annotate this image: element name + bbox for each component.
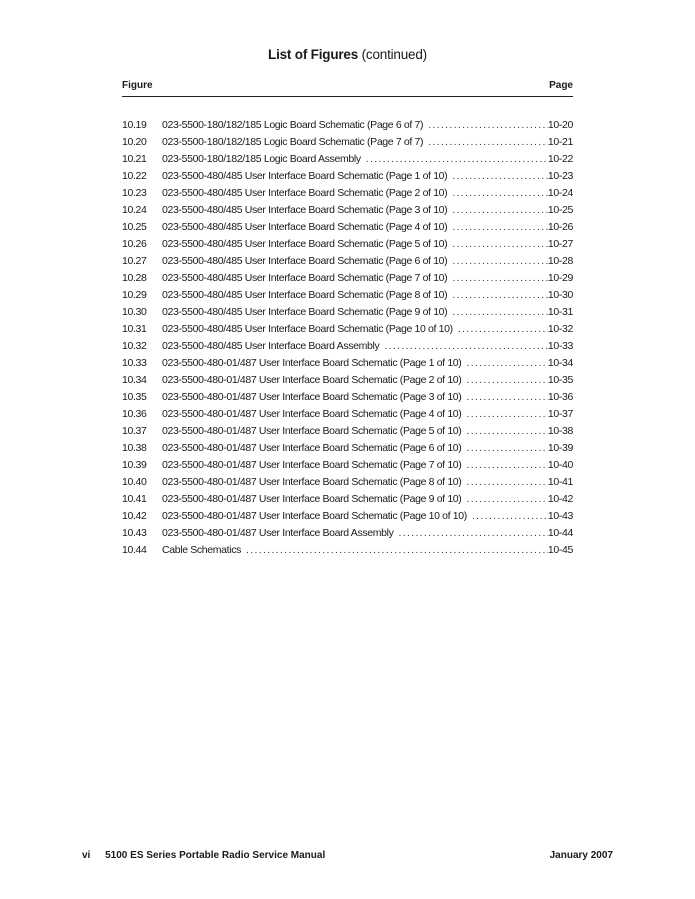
figure-title: 023-5500-480-01/487 User Interface Board Schematic (Page 1 of 10) [162, 357, 462, 369]
figure-title: 023-5500-480-01/487 User Interface Board Schematic (Page 10 of 10) [162, 510, 467, 522]
dot-leader [461, 374, 547, 386]
figure-page: 10-31 [547, 306, 573, 318]
title-main: List of Figures [268, 47, 359, 62]
figure-number: 10.39 [122, 459, 147, 471]
figure-title: 023-5500-180/182/185 Logic Board Schematic (Page 7 of 7) [162, 136, 424, 148]
list-item[interactable] [122, 340, 573, 357]
figure-title: 023-5500-480/485 User Interface Board Assembly [162, 340, 380, 352]
figure-number: 10.28 [122, 272, 147, 284]
list-item[interactable] [122, 187, 573, 204]
figure-number: 10.35 [122, 391, 147, 403]
list-item[interactable] [122, 357, 573, 374]
column-header-page: Page [549, 80, 573, 91]
figure-page: 10-24 [547, 187, 573, 199]
dot-leader [423, 119, 548, 131]
figure-number: 10.20 [122, 136, 147, 148]
figure-number: 10.34 [122, 374, 147, 386]
figure-number: 10.37 [122, 425, 147, 437]
list-item[interactable] [122, 442, 573, 459]
figure-list [122, 119, 573, 561]
figure-title: 023-5500-480/485 User Interface Board Schematic (Page 2 of 10) [162, 187, 448, 199]
figure-title: 023-5500-480-01/487 User Interface Board Schematic (Page 7 of 10) [162, 459, 462, 471]
list-item[interactable] [122, 306, 573, 323]
figure-number: 10.33 [122, 357, 147, 369]
figure-page: 10-41 [547, 476, 573, 488]
list-item[interactable] [122, 238, 573, 255]
dot-leader [461, 442, 547, 454]
figure-page: 10-23 [547, 170, 573, 182]
figure-number: 10.24 [122, 204, 147, 216]
dot-leader [361, 153, 548, 165]
figure-page: 10-21 [547, 136, 573, 148]
figure-number: 10.30 [122, 306, 147, 318]
figure-page: 10-26 [547, 221, 573, 233]
list-item[interactable] [122, 221, 573, 238]
list-item[interactable] [122, 289, 573, 306]
dot-leader [447, 170, 548, 182]
figure-page: 10-22 [547, 153, 573, 165]
figure-title: 023-5500-480/485 User Interface Board Schematic (Page 9 of 10) [162, 306, 448, 318]
figure-page: 10-29 [547, 272, 573, 284]
list-item[interactable] [122, 391, 573, 408]
list-item[interactable] [122, 476, 573, 493]
footer-page-number: vi [82, 850, 91, 861]
figure-title: 023-5500-480-01/487 User Interface Board Schematic (Page 6 of 10) [162, 442, 462, 454]
figure-title: 023-5500-480/485 User Interface Board Schematic (Page 1 of 10) [162, 170, 448, 182]
list-item[interactable] [122, 374, 573, 391]
page-title [0, 47, 695, 62]
figure-title: 023-5500-480/485 User Interface Board Schematic (Page 5 of 10) [162, 238, 448, 250]
figure-number: 10.19 [122, 119, 147, 131]
figure-title: 023-5500-180/182/185 Logic Board Schematic (Page 6 of 7) [162, 119, 424, 131]
figure-number: 10.43 [122, 527, 147, 539]
figure-number: 10.26 [122, 238, 147, 250]
figure-page: 10-36 [547, 391, 573, 403]
figure-number: 10.29 [122, 289, 147, 301]
figure-page: 10-40 [547, 459, 573, 471]
figure-title: 023-5500-480-01/487 User Interface Board Schematic (Page 4 of 10) [162, 408, 462, 420]
dot-leader [394, 527, 548, 539]
figure-page: 10-44 [547, 527, 573, 539]
list-item[interactable] [122, 493, 573, 510]
dot-leader [423, 136, 548, 148]
dot-leader [467, 510, 548, 522]
list-item[interactable] [122, 408, 573, 425]
dot-leader [447, 221, 548, 233]
figure-title: 023-5500-480/485 User Interface Board Schematic (Page 3 of 10) [162, 204, 448, 216]
dot-leader [461, 459, 547, 471]
figure-number: 10.32 [122, 340, 147, 352]
dot-leader [447, 289, 548, 301]
figure-page: 10-28 [547, 255, 573, 267]
figure-title: 023-5500-480/485 User Interface Board Schematic (Page 7 of 10) [162, 272, 448, 284]
figure-page: 10-30 [547, 289, 573, 301]
figure-number: 10.25 [122, 221, 147, 233]
list-item[interactable] [122, 459, 573, 476]
figure-title: Cable Schematics [162, 544, 242, 556]
dot-leader [447, 204, 548, 216]
dot-leader [379, 340, 548, 352]
figure-number: 10.27 [122, 255, 147, 267]
figure-page: 10-27 [547, 238, 573, 250]
figure-page: 10-32 [547, 323, 573, 335]
list-item[interactable] [122, 527, 573, 544]
figure-number: 10.41 [122, 493, 147, 505]
figure-title: 023-5500-480-01/487 User Interface Board Schematic (Page 8 of 10) [162, 476, 462, 488]
list-item[interactable] [122, 204, 573, 221]
column-header-figure: Figure [122, 80, 153, 91]
figure-number: 10.36 [122, 408, 147, 420]
figure-page: 10-39 [547, 442, 573, 454]
dot-leader [461, 476, 547, 488]
figure-title: 023-5500-480/485 User Interface Board Schematic (Page 10 of 10) [162, 323, 453, 335]
list-item[interactable] [122, 170, 573, 187]
footer-manual-title: 5100 ES Series Portable Radio Service Manual [105, 850, 326, 861]
figure-title: 023-5500-480-01/487 User Interface Board Schematic (Page 9 of 10) [162, 493, 462, 505]
header-rule [122, 96, 573, 97]
figure-page: 10-25 [547, 204, 573, 216]
figure-number: 10.42 [122, 510, 147, 522]
list-item[interactable] [122, 544, 573, 561]
figure-page: 10-34 [547, 357, 573, 369]
dot-leader [447, 187, 548, 199]
dot-leader [453, 323, 548, 335]
dot-leader [461, 408, 547, 420]
figure-page: 10-37 [547, 408, 573, 420]
figure-title: 023-5500-180/182/185 Logic Board Assembly [162, 153, 361, 165]
list-item[interactable] [122, 119, 573, 136]
footer-left [82, 850, 325, 861]
dot-leader [461, 493, 547, 505]
figure-page: 10-38 [547, 425, 573, 437]
list-item[interactable] [122, 153, 573, 170]
figure-title: 023-5500-480/485 User Interface Board Schematic (Page 4 of 10) [162, 221, 448, 233]
figure-page: 10-35 [547, 374, 573, 386]
figure-title: 023-5500-480/485 User Interface Board Schematic (Page 8 of 10) [162, 289, 448, 301]
figure-number: 10.21 [122, 153, 147, 165]
list-item[interactable] [122, 510, 573, 527]
figure-number: 10.31 [122, 323, 147, 335]
figure-title: 023-5500-480-01/487 User Interface Board Schematic (Page 2 of 10) [162, 374, 462, 386]
figure-title: 023-5500-480-01/487 User Interface Board Schematic (Page 3 of 10) [162, 391, 462, 403]
dot-leader [447, 306, 548, 318]
figure-title: 023-5500-480-01/487 User Interface Board Schematic (Page 5 of 10) [162, 425, 462, 437]
list-item[interactable] [122, 323, 573, 340]
figure-number: 10.23 [122, 187, 147, 199]
figure-number: 10.38 [122, 442, 147, 454]
dot-leader [461, 391, 547, 403]
figure-title: 023-5500-480/485 User Interface Board Schematic (Page 6 of 10) [162, 255, 448, 267]
figure-page: 10-33 [547, 340, 573, 352]
figure-number: 10.44 [122, 544, 147, 556]
figure-page: 10-43 [547, 510, 573, 522]
dot-leader [461, 425, 547, 437]
title-continued: (continued) [361, 47, 427, 62]
dot-leader [461, 357, 547, 369]
dot-leader [447, 238, 548, 250]
dot-leader [447, 255, 548, 267]
list-item[interactable] [122, 425, 573, 442]
figure-number: 10.40 [122, 476, 147, 488]
figure-page: 10-45 [547, 544, 573, 556]
dot-leader [447, 272, 548, 284]
list-item[interactable] [122, 136, 573, 153]
figure-page: 10-42 [547, 493, 573, 505]
dot-leader [241, 544, 548, 556]
figure-title: 023-5500-480-01/487 User Interface Board Assembly [162, 527, 394, 539]
list-item[interactable] [122, 272, 573, 289]
figure-page: 10-20 [547, 119, 573, 131]
list-item[interactable] [122, 255, 573, 272]
footer-date: January 2007 [549, 850, 613, 861]
figure-number: 10.22 [122, 170, 147, 182]
